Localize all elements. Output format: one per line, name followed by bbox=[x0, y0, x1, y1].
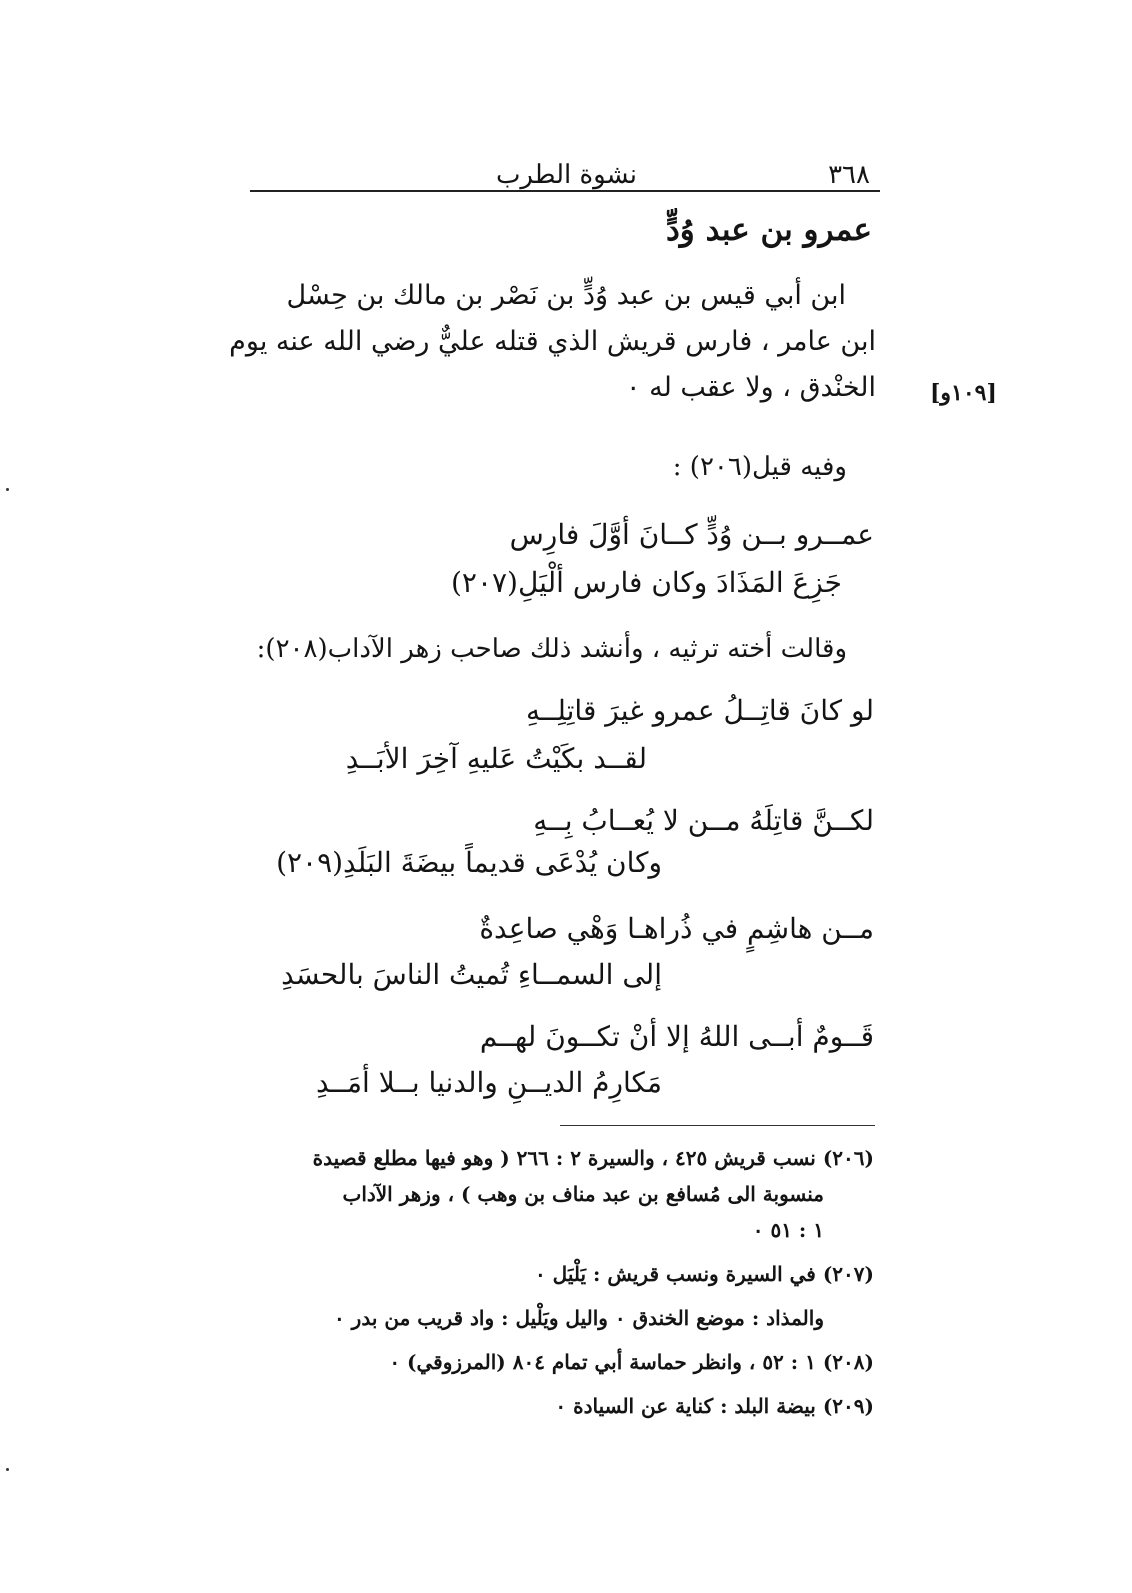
verse-1-first-hemistich: لو كانَ قاتِــلُ عمرو غيرَ قاتِلِــهِ bbox=[525, 694, 874, 727]
scan-speck bbox=[6, 488, 9, 491]
poem1-line-2: جَزِعَ المَذَادَ وكان فارس ألْيَلِ(٢٠٧) bbox=[450, 566, 842, 599]
entry-paragraph-line-3: الخنْدق ، ولا عقب له ٠ bbox=[626, 372, 876, 403]
footnote-206-line-1: (٢٠٦) نسب قريش ٤٢٥ ، والسيرة ٢ : ٢٦٦ ( وهو فيها مطلع قصيدة bbox=[312, 1146, 874, 1170]
footnote-207-line-2: والمذاد : موضع الخندق ٠ واليل ويَلْيل : واد قريب من بدر ٠ bbox=[333, 1306, 824, 1330]
footnote-207-line-1: (٢٠٧) في السيرة ونسب قريش : يَلْيَل ٠ bbox=[534, 1262, 874, 1286]
verse-4-first-hemistich: قَــومٌ أبــى اللهُ إلا أنْ تكــونَ لهــم bbox=[479, 1020, 874, 1053]
entry-paragraph-line-1: ابن أبي قيس بن عبد وُدٍّ بن نَصْر بن مالك بن حِسْل bbox=[286, 280, 846, 311]
verse-2-first-hemistich: لكــنَّ قاتِلَهُ مــن لا يُعــابُ بِــهِ bbox=[533, 804, 874, 837]
verse-3-second-hemistich: إلى السمــاءِ تُميتُ الناسَ بالحسَدِ bbox=[281, 958, 662, 991]
poem2-intro: وقالت أخته ترثيه ، وأنشد ذلك صاحب زهر الآداب(٢٠٨): bbox=[256, 634, 847, 664]
scan-speck bbox=[6, 1468, 9, 1471]
poem1-line-1: عمــرو بــن وُدٍّ كــانَ أوَّلَ فارِس bbox=[509, 518, 874, 551]
entry-heading: عمرو بن عبد وُدٍّ bbox=[666, 212, 872, 248]
footnote-separator bbox=[560, 1125, 875, 1126]
running-title: نشوة الطرب bbox=[495, 160, 637, 190]
manuscript-folio-note: [١٠٩و] bbox=[930, 380, 997, 406]
header-rule bbox=[250, 190, 880, 192]
poem1-intro: وفيه قيل(٢٠٦) : bbox=[672, 452, 847, 482]
page-number: ٣٦٨ bbox=[828, 160, 870, 190]
footnote-206-line-2: منسوبة الى مُسافع بن عبد مناف بن وهب ) ، وزهر الآداب bbox=[342, 1182, 824, 1206]
verse-1-second-hemistich: لقــد بكَيْتُ عَليهِ آخِرَ الأبَــدِ bbox=[345, 742, 647, 775]
verse-2-second-hemistich: وكان يُدْعَى قديماً بيضَةَ البَلَدِ(٢٠٩) bbox=[276, 846, 662, 879]
footnote-209: (٢٠٩) بيضة البلد : كناية عن السيادة ٠ bbox=[555, 1394, 874, 1418]
verse-4-second-hemistich: مَكارِمُ الديــنِ والدنيا بــلا أمَــدِ bbox=[315, 1066, 662, 1099]
entry-paragraph-line-2: ابن عامر ، فارس قريش الذي قتله عليٌّ رضي الله عنه يوم bbox=[229, 326, 876, 357]
verse-3-first-hemistich: مــن هاشِمٍ في ذُراهـا وَهْي صاعِدةٌ bbox=[479, 912, 874, 945]
footnote-206-line-3: ١ : ٥١ ٠ bbox=[752, 1218, 824, 1242]
footnote-208: (٢٠٨) ١ : ٥٢ ، وانظر حماسة أبي تمام ٨٠٤ (المرزوقي) ٠ bbox=[389, 1350, 874, 1374]
